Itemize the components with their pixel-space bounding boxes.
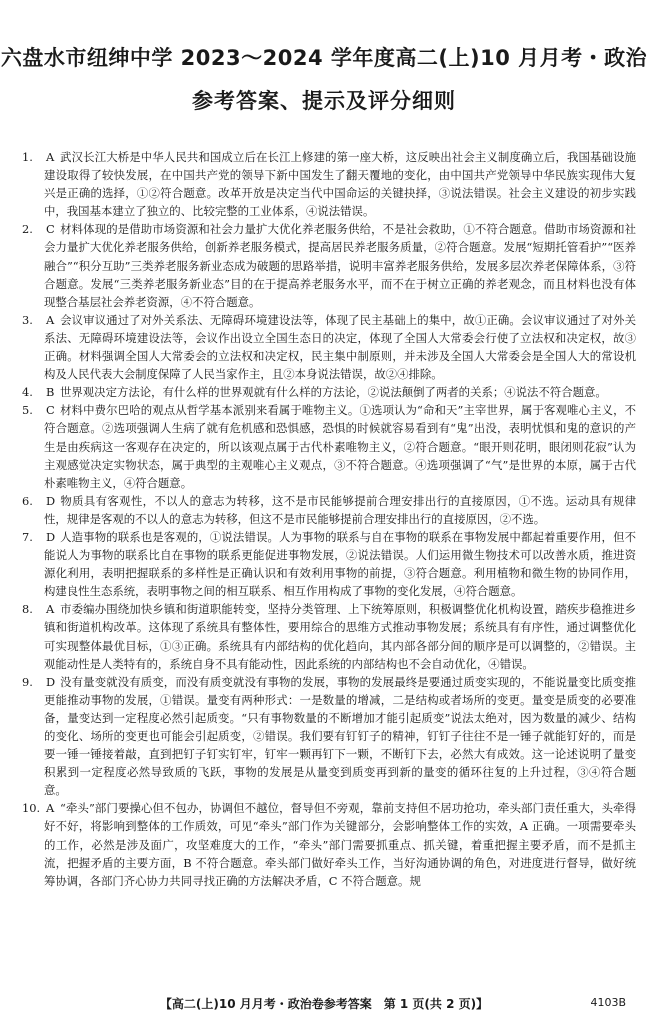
answer-choice: C [46,222,55,237]
answer-number: 2. [22,222,33,237]
answer-item [22,673,636,800]
answer-number: 3. [22,312,33,327]
answer-item [22,401,636,491]
answer-number: 7. [22,529,33,544]
answer-choice: C [46,403,55,418]
answer-choice: D [46,493,56,508]
answer-choice: A [46,312,55,327]
page-footer: 【高二(上)10 月月考・政治卷参考答案 第 1 页(共 2 页)】 [159,997,489,1011]
answer-explanation: 物质具有客观性，不以人的意志为转移，这不是市民能够提前合理安排出行的直接原因，①不选。运动具有规律性，规律是客观的不以人的意志为转移，但这不是市民能够提前合理安排出行的直接原因，②不选。 [44,493,636,526]
answer-number: 1. [22,150,33,164]
answer-number: 6. [22,493,33,508]
answer-explanation: 材料体现的是借助市场资源和社会力量扩大优化养老服务供给，不是社会救助，①不符合题意。借助市场资源和社会力量扩大优化养老服务供给，创新养老服务模式，提高居民养老服务质量，②符合题意。发展“短期托管看护”“医养融合”“积分互助”三类养老服务新业态成为破题的思路举措，说明丰富养老服务供给，发展多层次养老保障体系，③符合题意。发展“三类养老服务新业态”目的在于提高养老服务水平，而不在于树立正确的养老观念，而且材料也没有体现整合基层社会养老资源，④不符合题意。 [44,222,636,309]
answer-choice: A [46,602,55,617]
answer-explanation: 没有量变就没有质变，而没有质变就没有事物的发展，事物的发展最终是要通过质变实现的，不能说量变比质变推更能推动事物的发展，①错误。量变有两种形式：一是数量的增减，二是结构或者场所的变更。量变是质变的必要准备，量变达到一定程度必然引起质变。“只有事物数量的不断增加才能引起质变”说法太绝对，因为数量的减少、结构的变化、场所的变更也可能会引起质变，②错误。我们要有钉钉子的精神，钉钉子往往不是一锤子就能钉好的，而是要一锤一锤接着敲，直到把钉子钉实钉牢，钉牢一颗再钉下一颗，不断钉下去，必然大有成效。这一论述说明了量变积累到一定程度必然导致质的飞跃，事物的发展是从量变到质变再到新的量变的循环往复的上升过程，③④符合题意。 [44,674,636,798]
page-subtitle: 参考答案、提示及评分细则 [192,89,456,113]
answer-explanation: 市委编办围绕加快乡镇和街道职能转变，坚持分类管理、上下统筹原则，积极调整优化机构设置，踏疾步稳推进乡镇和街道机构改革。这体现了系统具有整体性，要用综合的思维方式推动事物发展；系统具有有序性，通过调整优化可实现整体最优目标，①③正确。系统具有内部结构的优化趋向，其内部各部分间的顺序是可以调整的，②错误。主观能动性是人类特有的，系统自身不具有能动性，因此系统的内部结构也不会自动优化，④错误。 [44,602,636,671]
answer-item [22,799,636,889]
answer-number: 5. [22,403,33,418]
answer-item [22,311,636,383]
answer-choice: D [46,529,56,544]
answer-choice: A [46,150,55,164]
answer-item [22,492,636,528]
answer-number: 8. [22,602,33,617]
document-code: 4103B [590,996,626,1009]
answer-explanation: 会议审议通过了对外关系法、无障碍环境建设法等，体现了民主基础上的集中，故①正确。会议审议通过了对外关系法、无障碍环境建设法等，会议作出设立全国生态日的决定，体现了全国人大常委会行使了立法权和决定权，故③正确。材料强调全国人大常委会的立法权和决定权，民主集中制原则，并未涉及全国人大常委会是全国人大的常设机构及人民代表大会制度保障了人民当家作主，且②本身说法错误，故②④排除。 [44,312,636,382]
answer-item [22,528,636,600]
answer-item [22,148,636,220]
page-title: 六盘水市纽绅中学 2023～2024 学年度高二(上)10 月月考・政治 [0,46,648,70]
answer-choice: D [46,674,56,689]
answer-explanation: 人造事物的联系也是客观的，①说法错误。人为事物的联系与自在事物的联系在事物发展中都起着重要作用，但不能说人为事物的联系比自在事物的联系更能促进事物发展，②说法错误。人们运用微生物技术可以改善水质，推进资源化利用，表明把握联系的多样性是正确认识和有效利用事物的前提，③符合题意。利用植物和微生物的协同作用，构建良性生态系统，表明事物之间的相互联系、相互作用构成了事物的变化发展，④符合题意。 [44,529,636,599]
answer-item [22,600,636,672]
answer-explanation: 世界观决定方法论，有什么样的世界观就有什么样的方法论，②说法颠倒了两者的关系；④说法不符合题意。 [60,385,607,400]
answer-number: 10. [22,801,41,816]
answer-explanation: 材料中费尔巴哈的观点从哲学基本派别来看属于唯物主义。①选项认为“命和天”主宰世界，属于客观唯心主义，不符合题意。②选项强调人生病了就有危机感和恐惧感，恐惧的时候就容易看到有“鬼”出没，表明忧惧和鬼的意识的产生是由疾病这一客观存在决定的，所以该观点属于古代朴素唯物主义，②符合题意。“眼开则花明，眼闭则花寂”认为主观感觉决定实物状态，属于典型的主观唯心主义观点，③不符合题意。④选项强调了“气”是世界的本原，属于古代朴素唯物主义，④符合题意。 [44,403,636,490]
answer-explanation: “牵头”部门要操心但不包办，协调但不越位，督导但不旁观，靠前支持但不居功抢功，牵头部门责任重大，头牵得好不好，将影响到整体的工作质效，可见“牵头”部门作为关键部分，会影响整体工作的实效，A 正确。一项需要牵头的工作，必然是涉及面广，攻坚难度大的工作，“牵头”部门需要抓重点、抓关键，着重把握主要矛盾，而不是抓主流，把握矛盾的主要方面，B 不符合题意。牵头部门做好牵头工作，当好沟通协调的角色，对进度进行督导，做好统筹协调，各部门齐心协力共同寻找正确的方法解决矛盾，C 不符合题意。规 [44,801,636,888]
answer-item [22,220,636,310]
answer-item [22,383,636,401]
answer-list [22,148,636,988]
answer-choice: A [46,801,55,816]
answer-explanation: 武汉长江大桥是中华人民共和国成立后在长江上修建的第一座大桥，这反映出社会主义制度确立后，我国基础设施建设取得了较快发展，在中国共产党的领导下新中国发生了翻天覆地的变化，由中国共产党领导中华民族实现伟大复兴是正确的选择，①②符合题意。改革开放是决定当代中国命运的关键抉择，③说法错误。社会主义建设的初步实践中，我国基本建立了独立的、比较完整的工业体系，④说法错误。 [44,150,636,219]
answer-choice: B [46,385,55,400]
answer-number: 4. [22,385,33,400]
answer-number: 9. [22,674,33,689]
